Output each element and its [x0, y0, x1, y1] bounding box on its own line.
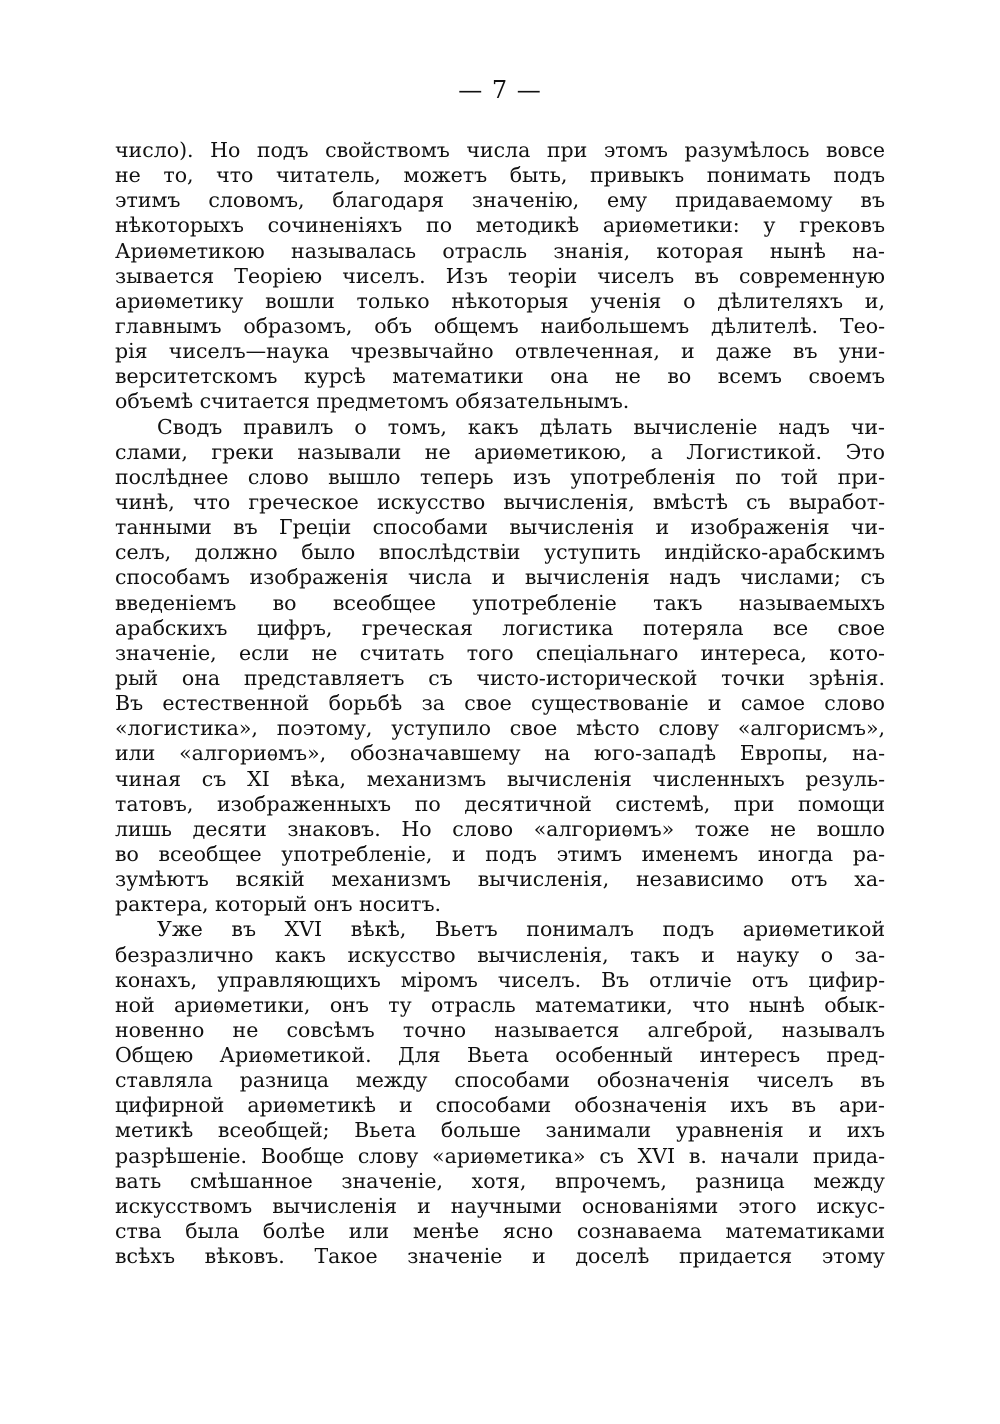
text-line: чиная съ XI вѣка, механизмъ вычисленія численныхъ резуль-	[115, 766, 885, 791]
text-line: или «алгориѳмъ», обозначавшему на юго-западѣ Европы, на-	[115, 741, 885, 766]
text-line: ариѳметику вошли только нѣкоторыя ученія о дѣлителяхъ и,	[115, 288, 885, 313]
text-line: не то, что читатель, можетъ быть, привыкъ понимать подъ	[115, 163, 885, 188]
text-line: конахъ, управляющихъ міромъ чиселъ. Въ отличіе отъ цифир-	[115, 967, 885, 992]
text-line: разрѣшеніе. Вообще слову «ариѳметика» съ XVI в. начали прида-	[115, 1143, 885, 1168]
body-text	[115, 138, 885, 1269]
text-line: этимъ словомъ, благодаря значенію, ему придаваемому въ	[115, 188, 885, 213]
text-line: Уже въ XVI вѣкѣ, Вьетъ понималъ подъ ариѳметикой	[157, 917, 885, 942]
text-line: верситетскомъ курсѣ математики она не во всемъ своемъ	[115, 364, 885, 389]
text-line: вать смѣшанное значеніе, хотя, впрочемъ, разница между	[115, 1168, 885, 1193]
text-line: зывается Теоріею чиселъ. Изъ теоріи чиселъ въ современную	[115, 263, 885, 288]
text-line: искусствомъ вычисленія и научными основаніями этого искус-	[115, 1193, 885, 1218]
text-line: новенно не совсѣмъ точно называется алгеброй, называлъ	[115, 1017, 885, 1042]
text-line: значеніе, если не считать того спеціальнаго интереса, кото-	[115, 640, 885, 665]
text-line: арабскихъ цифръ, греческая логистика потеряла все свое	[115, 615, 885, 640]
text-line: ства была болѣе или менѣе ясно сознаваема математиками	[115, 1219, 885, 1244]
text-line: введеніемъ во всеобщее употребленіе такъ называемыхъ	[115, 590, 885, 615]
text-line: татовъ, изображенныхъ по десятичной системѣ, при помощи	[115, 791, 885, 816]
text-line: чинѣ, что греческое искусство вычисленія, вмѣстѣ съ выработ-	[115, 489, 885, 514]
text-line: безразлично какъ искусство вычисленія, такъ и науку о за-	[115, 942, 885, 967]
text-line: рый она представляетъ съ чисто-исторической точки зрѣнія.	[115, 665, 885, 690]
paragraph-2	[115, 415, 885, 918]
text-line: ной ариѳметики, онъ ту отрасль математики, что нынѣ обык-	[115, 992, 885, 1017]
text-line: лишь десяти знаковъ. Но слово «алгориѳмъ» тоже не вошло	[115, 816, 885, 841]
text-line: слами, греки называли не ариѳметикою, а Логистикой. Это	[115, 439, 885, 464]
text-line: зумѣютъ всякій механизмъ вычисленія, независимо отъ ха-	[115, 867, 885, 892]
text-line: во всеобщее употребленіе, и подъ этимъ именемъ иногда ра-	[115, 841, 885, 866]
page-number: — 7 —	[458, 76, 542, 104]
text-line: главнымъ образомъ, объ общемъ наибольшемъ дѣлителѣ. Тео-	[115, 313, 885, 338]
text-line: послѣднее слово вышло теперь изъ употребленія по той при-	[115, 464, 885, 489]
text-line: цифирной ариѳметикѣ и способами обозначенія ихъ въ ари-	[115, 1093, 885, 1118]
text-line: Сводъ правилъ о томъ, какъ дѣлать вычисленіе надъ чи-	[157, 414, 885, 439]
text-line: всѣхъ вѣковъ. Такое значеніе и доселѣ придается этому	[115, 1244, 885, 1269]
text-line: объемѣ считается предметомъ обязательнымъ.	[115, 389, 630, 414]
paragraph-3	[115, 917, 885, 1269]
text-line: рактера, который онъ носитъ.	[115, 892, 442, 917]
paragraph-1	[115, 138, 885, 415]
text-line: селъ, должно было впослѣдствіи уступить индійско-арабскимъ	[115, 540, 885, 565]
text-line: рія чиселъ—наука чрезвычайно отвлеченная, и даже въ уни-	[115, 339, 885, 364]
text-line: «логистика», поэтому, уступило свое мѣсто слову «алгорисмъ»,	[115, 716, 885, 741]
text-line: танными въ Греціи способами вычисленія и изображенія чи-	[115, 515, 885, 540]
text-line: способамъ изображенія числа и вычисленія надъ числами; съ	[115, 565, 885, 590]
text-line: число). Но подъ свойствомъ числа при этомъ разумѣлось вовсе	[115, 138, 885, 162]
text-line: нѣкоторыхъ сочиненіяхъ по методикѣ ариѳметики: у грековъ	[115, 213, 885, 238]
text-line: Ариѳметикою называлась отрасль знанія, которая нынѣ на-	[115, 238, 885, 263]
text-line: метикѣ всеобщей; Вьета больше занимали уравненія и ихъ	[115, 1118, 885, 1143]
text-line: Въ естественной борьбѣ за свое существованіе и самое слово	[115, 691, 885, 716]
text-line: Общею Ариѳметикой. Для Вьета особенный интересъ пред-	[115, 1043, 885, 1068]
text-line: ставляла разница между способами обозначенія чиселъ въ	[115, 1068, 885, 1093]
